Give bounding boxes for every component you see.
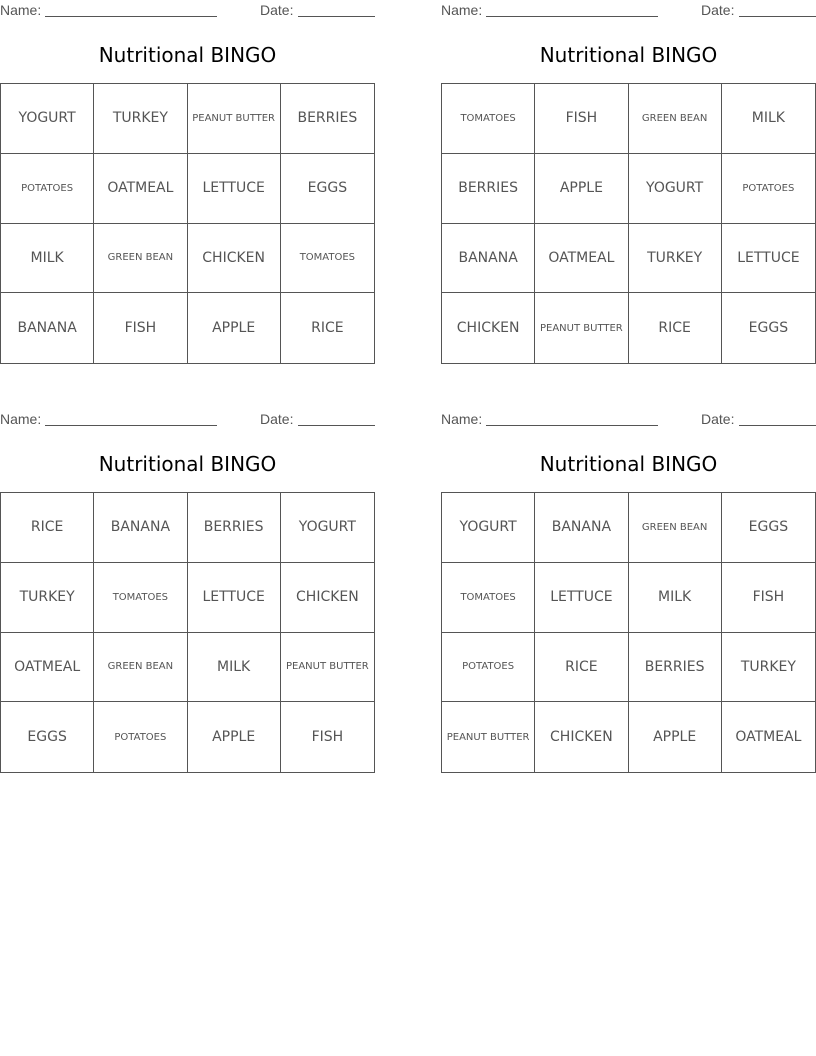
bingo-cell[interactable]: TURKEY bbox=[722, 633, 815, 703]
name-label: Name: bbox=[441, 411, 483, 427]
name-field[interactable] bbox=[486, 425, 658, 426]
bingo-cell[interactable]: OATMEAL bbox=[535, 224, 628, 294]
bingo-grid bbox=[0, 492, 375, 773]
name-field[interactable] bbox=[45, 425, 217, 426]
bingo-cell[interactable]: BERRIES bbox=[188, 493, 281, 563]
bingo-cell[interactable]: GREEN BEAN bbox=[629, 84, 722, 154]
bingo-cell[interactable]: YOGURT bbox=[629, 154, 722, 224]
bingo-cell[interactable]: MILK bbox=[722, 84, 815, 154]
card-title: Nutritional BINGO bbox=[539, 452, 718, 476]
bingo-cell[interactable]: FISH bbox=[94, 293, 187, 363]
bingo-cell[interactable]: TOMATOES bbox=[442, 563, 535, 633]
bingo-cell[interactable]: BERRIES bbox=[442, 154, 535, 224]
bingo-cell[interactable]: POTATOES bbox=[722, 154, 815, 224]
bingo-cell[interactable]: BERRIES bbox=[281, 84, 374, 154]
bingo-cell[interactable]: BANANA bbox=[535, 493, 628, 563]
card-title: Nutritional BINGO bbox=[98, 43, 277, 67]
date-field[interactable] bbox=[298, 425, 375, 426]
bingo-cell[interactable]: BANANA bbox=[442, 224, 535, 294]
bingo-cell[interactable]: RICE bbox=[311, 320, 344, 337]
bingo-cell[interactable]: TOMATOES bbox=[442, 84, 535, 154]
bingo-cell[interactable]: YOGURT bbox=[442, 493, 535, 563]
bingo-grid bbox=[0, 83, 375, 364]
name-label: Name: bbox=[441, 2, 483, 18]
bingo-cell[interactable]: OATMEAL bbox=[735, 729, 802, 746]
bingo-cell[interactable]: GREEN BEAN bbox=[629, 493, 722, 563]
date-field[interactable] bbox=[739, 16, 816, 17]
bingo-cell[interactable]: MILK bbox=[188, 633, 281, 703]
bingo-cell[interactable]: BANANA bbox=[1, 293, 94, 363]
bingo-cell[interactable]: LETTUCE bbox=[535, 563, 628, 633]
name-label: Name: bbox=[0, 2, 42, 18]
date-field[interactable] bbox=[298, 16, 375, 17]
name-label: Name: bbox=[0, 411, 42, 427]
bingo-cell[interactable]: MILK bbox=[629, 563, 722, 633]
name-field[interactable] bbox=[45, 16, 217, 17]
bingo-cell[interactable]: PEANUT BUTTER bbox=[442, 702, 535, 772]
card-title: Nutritional BINGO bbox=[539, 43, 718, 67]
bingo-cell[interactable]: FISH bbox=[535, 84, 628, 154]
bingo-cell[interactable]: POTATOES bbox=[1, 154, 94, 224]
bingo-cell[interactable]: APPLE bbox=[629, 702, 722, 772]
bingo-cell[interactable]: EGGS bbox=[1, 702, 94, 772]
bingo-cell[interactable]: MILK bbox=[1, 224, 94, 294]
card-header bbox=[0, 409, 375, 431]
card-header bbox=[0, 0, 375, 22]
date-label: Date: bbox=[260, 2, 294, 18]
date-field[interactable] bbox=[739, 425, 816, 426]
bingo-cell[interactable]: POTATOES bbox=[442, 633, 535, 703]
bingo-grid bbox=[441, 83, 816, 364]
bingo-cell[interactable]: EGGS bbox=[722, 493, 815, 563]
bingo-cell[interactable]: PEANUT BUTTER bbox=[188, 84, 281, 154]
bingo-cell[interactable]: YOGURT bbox=[1, 84, 94, 154]
bingo-cell[interactable]: LETTUCE bbox=[722, 224, 815, 294]
bingo-cell[interactable]: CHICKEN bbox=[188, 224, 281, 294]
bingo-cell[interactable]: TURKEY bbox=[1, 563, 94, 633]
bingo-cell[interactable]: PEANUT BUTTER bbox=[535, 293, 628, 363]
card-header bbox=[441, 0, 816, 22]
bingo-cell[interactable]: FISH bbox=[722, 563, 815, 633]
bingo-cell[interactable]: APPLE bbox=[188, 702, 281, 772]
name-field[interactable] bbox=[486, 16, 658, 17]
bingo-card-2 bbox=[441, 0, 816, 337]
bingo-cell[interactable]: TOMATOES bbox=[281, 224, 374, 294]
card-header bbox=[441, 409, 816, 431]
bingo-cell[interactable]: BERRIES bbox=[629, 633, 722, 703]
bingo-cell[interactable]: RICE bbox=[1, 493, 94, 563]
bingo-card-4 bbox=[441, 409, 816, 746]
bingo-cell[interactable]: RICE bbox=[629, 293, 722, 363]
bingo-cell[interactable]: EGGS bbox=[748, 320, 789, 337]
bingo-cell[interactable]: CHICKEN bbox=[281, 563, 374, 633]
bingo-cell[interactable]: OATMEAL bbox=[94, 154, 187, 224]
bingo-cell[interactable]: LETTUCE bbox=[188, 154, 281, 224]
date-label: Date: bbox=[701, 411, 735, 427]
bingo-cell[interactable]: GREEN BEAN bbox=[94, 224, 187, 294]
bingo-cell[interactable]: FISH bbox=[311, 729, 344, 746]
bingo-cell[interactable]: PEANUT BUTTER bbox=[281, 633, 374, 703]
bingo-cell[interactable]: BANANA bbox=[94, 493, 187, 563]
bingo-cell[interactable]: YOGURT bbox=[281, 493, 374, 563]
bingo-cell[interactable]: LETTUCE bbox=[188, 563, 281, 633]
bingo-cell[interactable]: TURKEY bbox=[629, 224, 722, 294]
bingo-cell[interactable]: TURKEY bbox=[94, 84, 187, 154]
card-title: Nutritional BINGO bbox=[98, 452, 277, 476]
bingo-cell[interactable]: TOMATOES bbox=[94, 563, 187, 633]
date-label: Date: bbox=[701, 2, 735, 18]
bingo-card-3 bbox=[0, 409, 375, 746]
bingo-cell[interactable]: APPLE bbox=[535, 154, 628, 224]
bingo-cell[interactable]: APPLE bbox=[188, 293, 281, 363]
bingo-card-1 bbox=[0, 0, 375, 337]
bingo-grid bbox=[441, 492, 816, 773]
bingo-cell[interactable]: RICE bbox=[535, 633, 628, 703]
bingo-cell[interactable]: CHICKEN bbox=[535, 702, 628, 772]
bingo-cell[interactable]: CHICKEN bbox=[442, 293, 535, 363]
date-label: Date: bbox=[260, 411, 294, 427]
bingo-cell[interactable]: EGGS bbox=[281, 154, 374, 224]
bingo-cell[interactable]: GREEN BEAN bbox=[94, 633, 187, 703]
bingo-cell[interactable]: POTATOES bbox=[94, 702, 187, 772]
bingo-cell[interactable]: OATMEAL bbox=[1, 633, 94, 703]
